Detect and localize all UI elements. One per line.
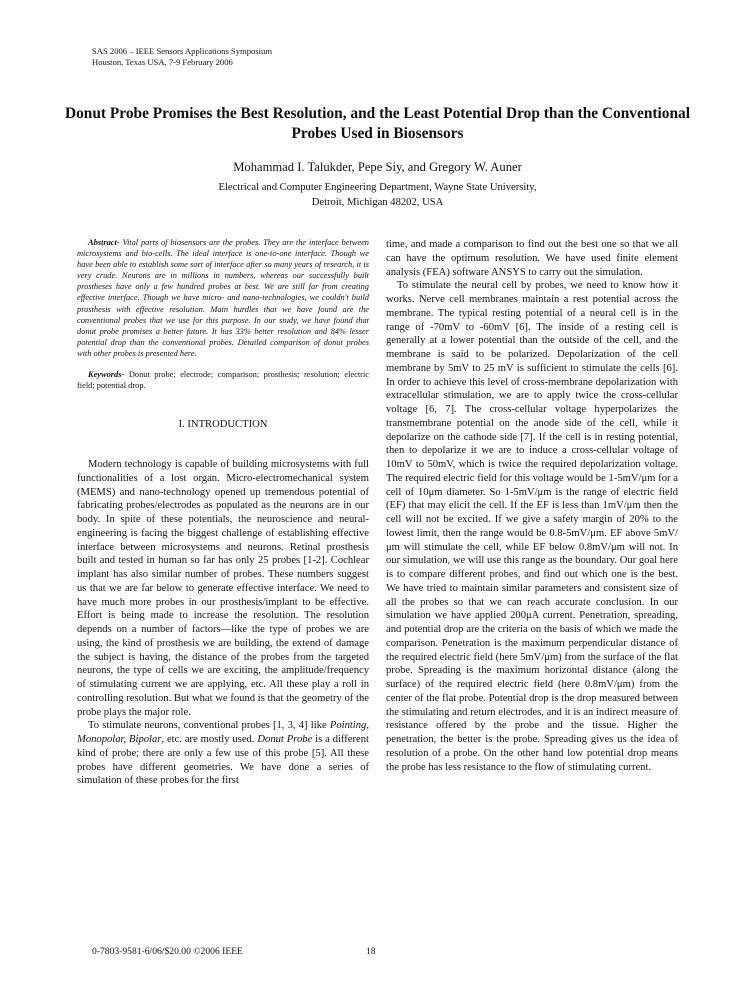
abstract xyxy=(77,237,369,359)
keywords-label: Keywords- xyxy=(88,370,125,380)
probe-types-italic: Pointing, Monopolar, Bipolar xyxy=(77,720,369,746)
donut-probe-italic: Donut Probe xyxy=(257,734,313,746)
affiliation-line-1: Electrical and Computer Engineering Department, Wayne State University, xyxy=(218,182,537,193)
affiliation xyxy=(0,181,755,210)
copyright-footer: 0-7803-9581-6/06/$20.00 ©2006 IEEE xyxy=(92,946,243,957)
abstract-label: Abstract- xyxy=(88,238,120,247)
keywords-text: Donut probe; electrode; comparison; prosthesis; resolution; electric field; potential drop. xyxy=(77,370,369,391)
abstract-text: Vital parts of biosensors are the probes. They are the interface between microsystems and bio-cells. The ideal interface is one-to-one interface. Though we have been able to establish some sort of interface after so many years of research, it is very crude. Neurons are in millions in numbers, whereas our successfully built prostheses have only a few hundred probes at best. We are still far from creating effective interface. Though we have micro- and nano-technologies, we couldn't build prosthesis with effective resolution. Main hurdles that we have found are the conventional probes that we use for this purpose. In our study, we have found that donut probe promises a better future. It has 33% better resolution and 84% lesser potential drop than the conventional probes. Detailed comparison of donut probes with other probes is presented here. xyxy=(77,238,369,358)
intro-p2-mid: , etc. are mostly used. xyxy=(161,734,258,746)
right-paragraph-1: time, and made a comparison to find out the best one so that we all can have the optimum resolution. We have used finite element analysis (FEA) software ANSYS to carry out the simulation. xyxy=(386,239,678,278)
intro-p2-end: is a different kind of probe; there are only a few use of this probe [5]. All these probes have different geometries. We have done a series of simulation of these probes for the first xyxy=(77,734,369,787)
right-column xyxy=(386,238,678,774)
conference-header xyxy=(92,46,272,68)
intro-paragraph-1: Modern technology is capable of building microsystems with full functionalities of a lost organ. Micro-electromechanical system (MEMS) and nano-technology opened up tremendous potential of fabricating probes/electrodes as populated as the neurons are in our body. In spite of these potentials, the neuroscience and neural-engineering is facing the biggest challenge of establishing effective interface between microsystems and neurons. Retinal prosthesis built and tested in human so far has only 25 probes [1-2]. Cochlear implant has also similar number of probes. These numbers suggest us that we are far below to generate effective interface. We need to have much more probes in our prosthesis/implant to be effective. Effort is being made to increase the resolution. The resolution depends on a number of factors—like the type of probes we are using, the kind of prosthesis we are building, the extend of damage the subject is having, the distance of the probes from the targeted neurons, the type of cells we are exciting, the amplitude/frequency of stimulating current we are applying, etc. All these play a roll in controlling resolution. But what we found is that the geometry of the probe plays the major role. xyxy=(77,459,369,718)
intro-paragraph-2 xyxy=(77,719,369,788)
conference-name: SAS 2006 – IEEE Sensors Applications Symposium xyxy=(92,46,272,56)
paper-title: Donut Probe Promises the Best Resolution, and the Least Potential Drop than the Conventional Probes Used in Biosensors xyxy=(64,105,691,142)
right-paragraph-2: To stimulate the neural cell by probes, we need to know how it works. Nerve cell membranes maintain a rest potential across the membrane. The typical resting potential of a neural cell is in the range of -70mV to -60mV [6]. The inside of a resting cell is generally at a lower potential than the outside of the cell, and the membrane is said to be polarized. Depolarization of the cell membrane by 5mV to 25 mV is sufficient to stimulate the cells [6]. In order to achieve this level of cross-membrane depolarization with extracellular stimulation, we are to apply twice the cross-cellular voltage [6, 7]. The cross-cellular voltage hyperpolarizes the transmembrane potential on the anode side of the cell, while it depolarize on the cathode side [7]. If the cell is in resting potential, then to depolarize it we are to induce a cross-cellular voltage of 10mV to 50mV, which is twice the required depolarization voltage. The required electric field for this voltage would be 1-5mV/μm for a cell of 10μm diameter. So 1-5mV/μm is the range of electric field (EF) that may elicit the cell. If the EF is less than 1mV/μm then the cell will not be excited. If we give a safety margin of 20% to the lowest limit, then the range would be 0.8-5mV/μm. EF above 5mV/μm will stimulate the cell, while EF below 0.8mV/μm will not. In our simulation, we will use this range as the boundary. Our goal here is to compare different probes, and find out which one is the best. We have tried to maintain similar parameters and consistent size of all the probes so that we can reach accurate conclusion. In our simulation we have applied 200μA current. Penetration, spreading, and potential drop are the criteria on the basis of which we made the comparison. Penetration is the maximum perpendicular distance of the required electric field (here 5mV/μm) from the surface of the flat probe. Spreading is the maximum horizontal distance (along the surface) of the required electric field (here 0.8mV/μm) from the center of the flat probe. Potential drop is the drop measured between the stimulating and return electrodes, and it is an indirect measure of resistance offered by the probe and the tissue. Higher the penetration, the better is the probe. Spreading gives us the idea of resolution of a probe. On the other hand low potential drop means the probe has less resistance to the flow of stimulating current. xyxy=(386,280,678,773)
affiliation-line-2: Detroit, Michigan 48202, USA xyxy=(311,196,444,208)
intro-p2-start: To stimulate neurons, conventional probes [1, 3, 4] like xyxy=(88,720,330,732)
section-heading-introduction: I. INTRODUCTION xyxy=(178,419,268,431)
author-list: Mohammad I. Talukder, Pepe Siy, and Gregory W. Auner xyxy=(233,160,522,174)
keywords xyxy=(77,369,369,391)
conference-location: Houston, Texas USA, 7-9 February 2006 xyxy=(92,57,233,67)
left-column xyxy=(77,237,369,788)
page-number: 18 xyxy=(366,946,376,957)
